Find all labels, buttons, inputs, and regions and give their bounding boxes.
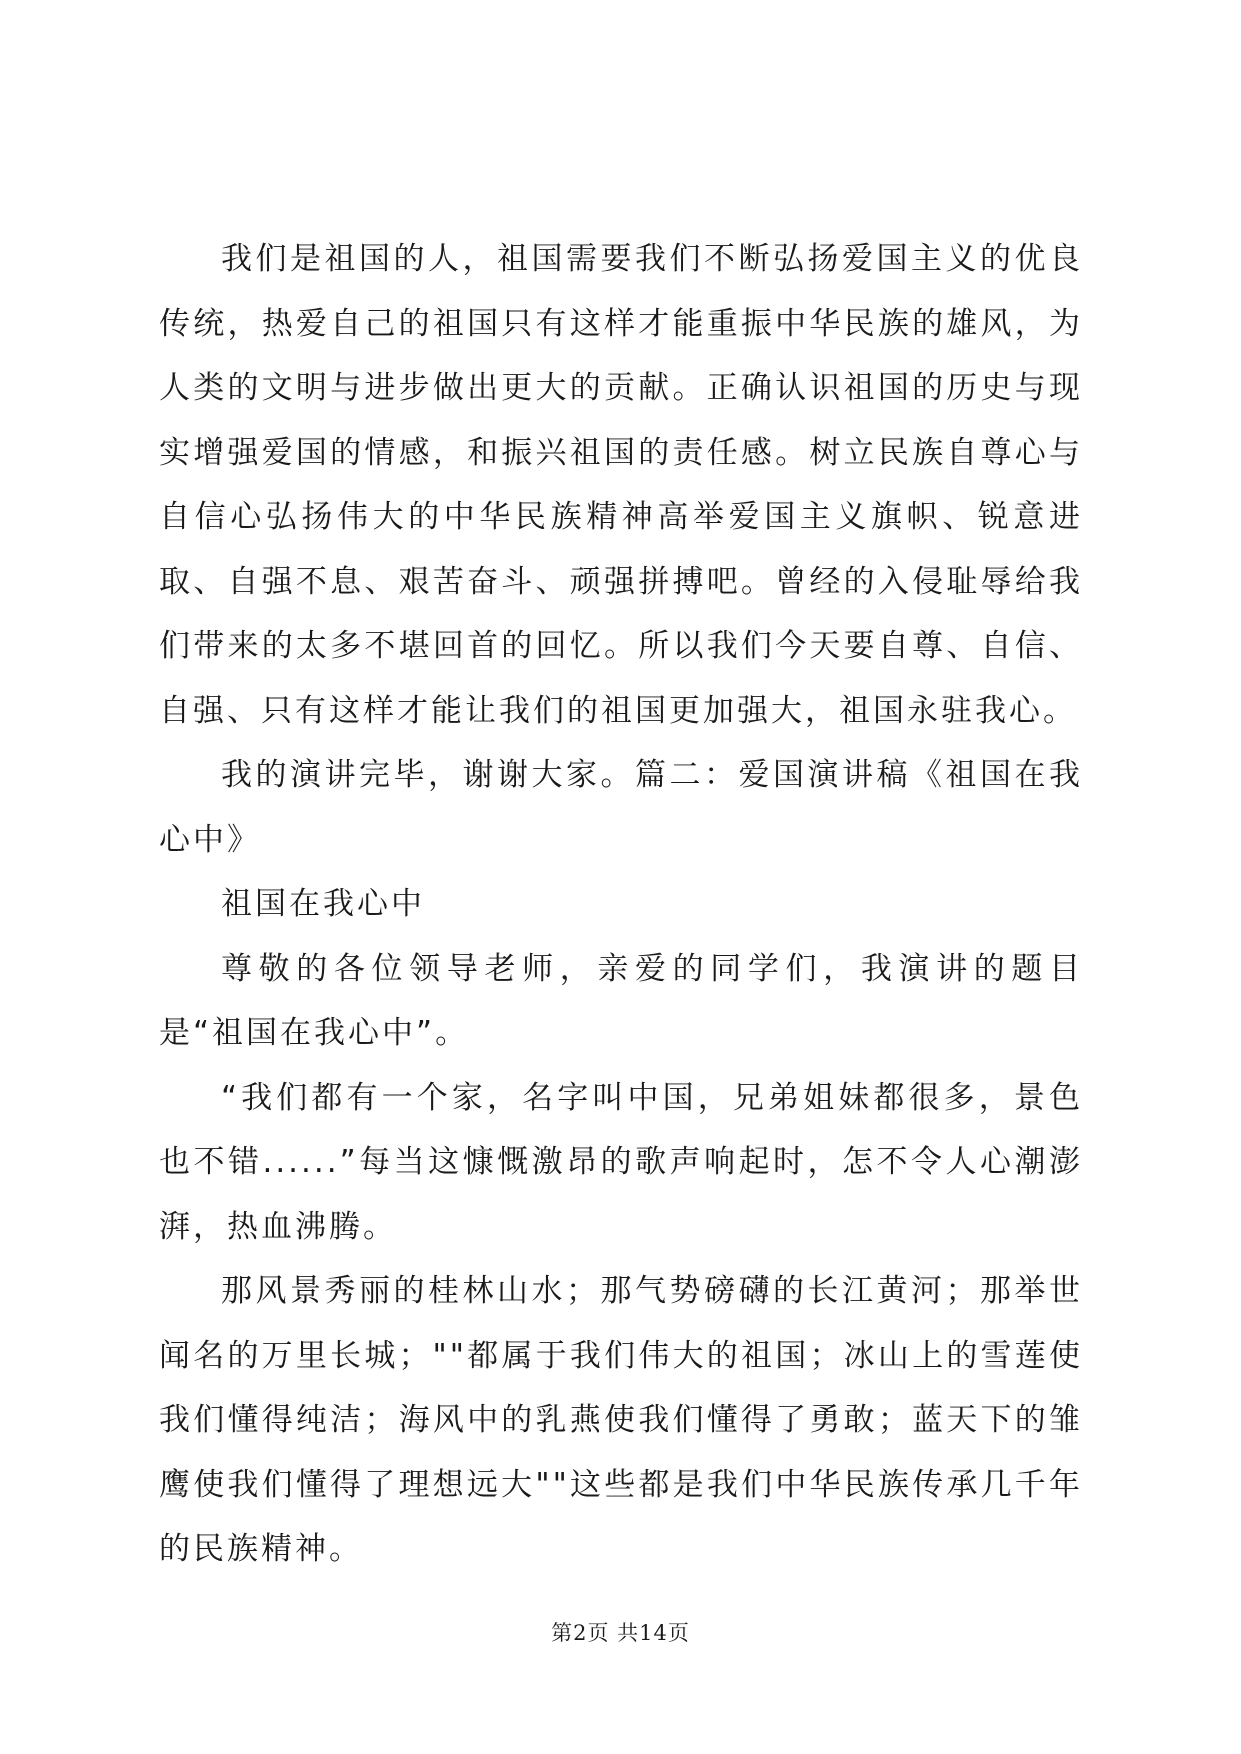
paragraph-song-quote: “我们都有一个家，名字叫中国，兄弟姐妹都很多，景色也不错......”每当这慷慨激昂的歌声响起时，怎不令人心潮澎湃，热血沸腾。 (159, 1079, 1083, 1245)
page-footer: 第2页 共14页 (551, 1621, 690, 1645)
paragraph-scenery: 那风景秀丽的桂林山水；那气势磅礴的长江黄河；那举世闻名的万里长城；""都属于我们伟大的祖国；冰山上的雪莲使我们懂得纯洁；海风中的乳燕使我们懂得了勇敢；蓝天下的雏鹰使我们懂得了理想远大""这些都是我们中华民族传承几千年的民族精神。 (159, 1273, 1083, 1567)
paragraph-greeting: 尊敬的各位领导老师，亲爱的同学们，我演讲的题目是“祖国在我心中”。 (159, 950, 1083, 1051)
document-body (159, 227, 1083, 1582)
paragraph-patriotism-conclusion: 我们是祖国的人，祖国需要我们不断弘扬爱国主义的优良传统，热爱自己的祖国只有这样才能重振中华民族的雄风，为人类的文明与进步做出更大的贡献。正确认识祖国的历史与现实增强爱国的情感，和振兴祖国的责任感。树立民族自尊心与自信心弘扬伟大的中华民族精神高举爱国主义旗帜、锐意进取、自强不息、艰苦奋斗、顽强拼搏吧。曾经的入侵耻辱给我们带来的太多不堪回首的回忆。所以我们今天要自尊、自信、自强、只有这样才能让我们的祖国更加强大，祖国永驻我心。 (159, 241, 1083, 729)
speech-title: 祖国在我心中 (221, 886, 425, 922)
paragraph-speech-end: 我的演讲完毕，谢谢大家。篇二：爱国演讲稿《祖国在我心中》 (159, 757, 1083, 858)
